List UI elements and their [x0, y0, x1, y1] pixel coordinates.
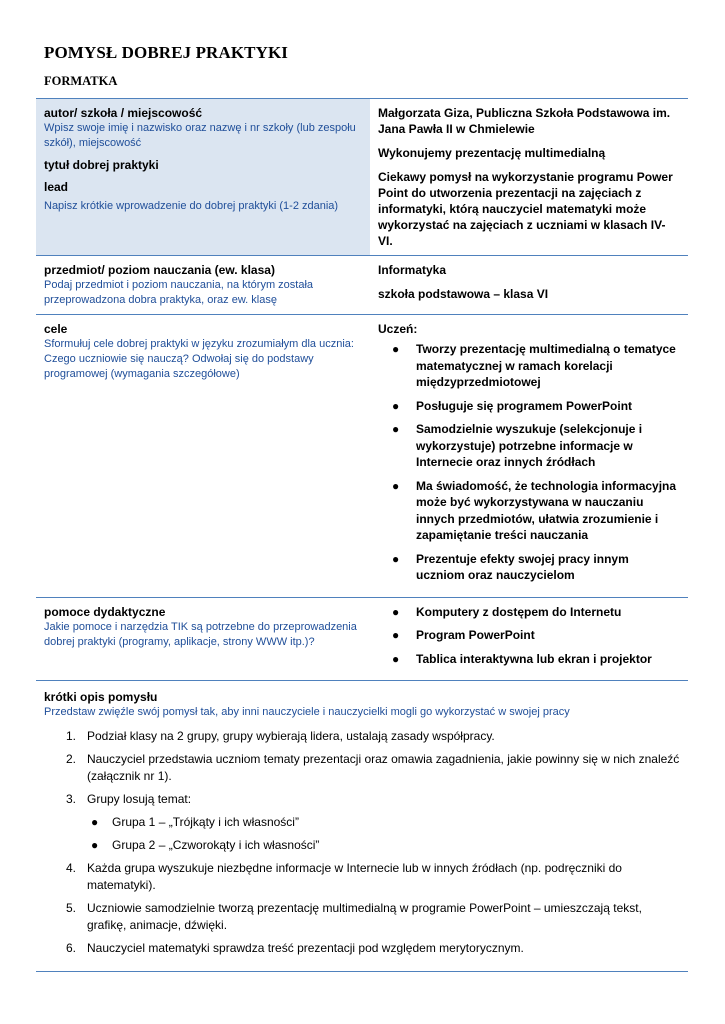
goals-label-cell [36, 315, 370, 597]
document-subtitle: FORMATKA [44, 74, 118, 88]
author-hint: Wpisz swoje imię i nazwisko oraz nazwę i nr szkoły (lub zespołu szkół), miejscowość [44, 122, 356, 149]
author-value-cell [370, 99, 688, 255]
subject-value-1: Informatyka [378, 263, 447, 277]
list-item: 5. Uczniowie samodzielnie tworzą prezentację multimedialną w programie PowerPoint – umieszczają tekst, grafikę, animacje, dźwięki. [66, 901, 642, 932]
bullet-icon: ● [392, 398, 400, 413]
goals-intro: Uczeń: [378, 322, 418, 336]
title-label: tytuł dobrej praktyki [44, 158, 159, 172]
bullet-icon: ● [392, 551, 400, 566]
list-item: ● Grupa 2 – „Czworokąty i ich własności” [91, 838, 320, 852]
list-item: ● Tworzy prezentację multimedialną o tematyce matematycznej w ramach korelacji międzyprzedmiotowej [392, 342, 676, 389]
list-item: 1. Podział klasy na 2 grupy, grupy wybierają lidera, ustalają zasady współpracy. [66, 729, 495, 743]
author-label-cell [36, 99, 370, 255]
goals-hint: Sformułuj cele dobrej praktyki w języku zrozumiałym dla ucznia: Czego uczniowie się nauczą? Odwołaj się do podstawy programowej (wymagania szczegółowe) [44, 338, 354, 380]
bullet-icon: ● [91, 838, 99, 852]
list-item: 2. Nauczyciel przedstawia uczniom tematy prezentacji oraz omawia zagadnienia, jakie powinny się w nich znaleźć (załącznik nr 1). [66, 752, 680, 783]
bullet-icon: ● [392, 604, 400, 619]
row-aids [36, 598, 688, 682]
bullet-icon: ● [392, 628, 400, 642]
description-cell [36, 681, 688, 971]
author-label: autor/ szkoła / miejscowość [44, 106, 203, 120]
list-item: ● Grupa 1 – „Trójkąty i ich własności” [91, 815, 299, 829]
row-subject [36, 256, 688, 315]
list-item: 3. Grupy losują temat: [66, 792, 192, 806]
list-item: ● Posługuje się programem PowerPoint [392, 398, 633, 413]
list-item: 6. Nauczyciel matematyki sprawdza treść prezentacji pod względem merytorycznym. [66, 941, 524, 955]
description-hint: Przedstaw zwięźle swój pomysł tak, aby inni nauczyciele i nauczycielki mogli go wykorzystać w swojej pracy [44, 706, 570, 718]
bullet-icon: ● [392, 651, 400, 666]
subject-label-cell [36, 256, 370, 314]
list-item: ● Tablica interaktywna lub ekran i projektor [392, 651, 652, 666]
bullet-icon: ● [392, 342, 400, 356]
lead-value: Ciekawy pomysł na wykorzystanie programu Power Point do utworzenia prezentacji na zajęciach z informatyki, którą nauczyciel matematyki może wykorzystać na zajęciach z uczniami w klasach IV-VI. [378, 170, 673, 248]
description-label: krótki opis pomysłu [44, 690, 158, 704]
title-value: Wykonujemy prezentację multimedialną [378, 146, 606, 160]
document-title: POMYSŁ DOBREJ PRAKTYKI [44, 43, 288, 62]
aids-label-cell [36, 598, 370, 681]
aids-list [378, 604, 680, 668]
row-goals [36, 315, 688, 598]
subject-label: przedmiot/ poziom nauczania (ew. klasa) [44, 263, 275, 277]
goals-label: cele [44, 322, 68, 336]
author-value: Małgorzata Giza, Publiczna Szkoła Podstawowa im. Jana Pawła II w Chmielewie [378, 106, 671, 136]
group-topics-list [44, 814, 680, 854]
list-item: ● Ma świadomość, że technologia informacyjna może być wykorzystywana w nauczaniu innych przedmiotów, ułatwia zrozumienie i zapamiętanie treści nauczania [392, 478, 677, 542]
bullet-icon: ● [91, 815, 99, 829]
list-item: ● Samodzielnie wyszukuje (selekcjonuje i wykorzystuje) potrzebne informacje w Internecie oraz innych źródłach [392, 422, 643, 469]
row-description [36, 681, 688, 972]
list-item: ● Program PowerPoint [392, 628, 535, 642]
goals-value-cell [370, 315, 688, 597]
subject-value-cell [370, 256, 688, 314]
lead-label: lead [44, 180, 69, 194]
subject-hint: Podaj przedmiot i poziom nauczania, na którym została przeprowadzona dobra praktyka, oraz ew. klasę [44, 279, 314, 306]
lead-hint: Napisz krótkie wprowadzenie do dobrej praktyki (1-2 zdania) [44, 200, 339, 212]
goals-list [378, 341, 680, 584]
bullet-icon: ● [392, 422, 400, 436]
aids-label: pomoce dydaktyczne [44, 604, 166, 619]
list-item: ● Komputery z dostępem do Internetu [392, 604, 622, 619]
list-item: 4. Każda grupa wyszukuje niezbędne informacje w Internecie lub w innych źródłach (np. podręczniki do matematyki). [66, 861, 622, 892]
description-steps-continued [44, 860, 680, 957]
aids-hint: Jakie pomoce i narzędzia TIK są potrzebne do przeprowadzenia dobrej praktyki (programy, aplikacje, strony WWW itp.)? [44, 620, 357, 648]
row-author [36, 99, 688, 256]
list-item: ● Prezentuje efekty swojej pracy innym uczniom oraz nauczycielom [392, 551, 629, 582]
subject-value-2: szkoła podstawowa – klasa VI [378, 287, 549, 301]
bullet-icon: ● [392, 478, 400, 493]
aids-value-cell [370, 598, 688, 681]
form-table [36, 98, 688, 972]
description-steps [44, 728, 680, 808]
